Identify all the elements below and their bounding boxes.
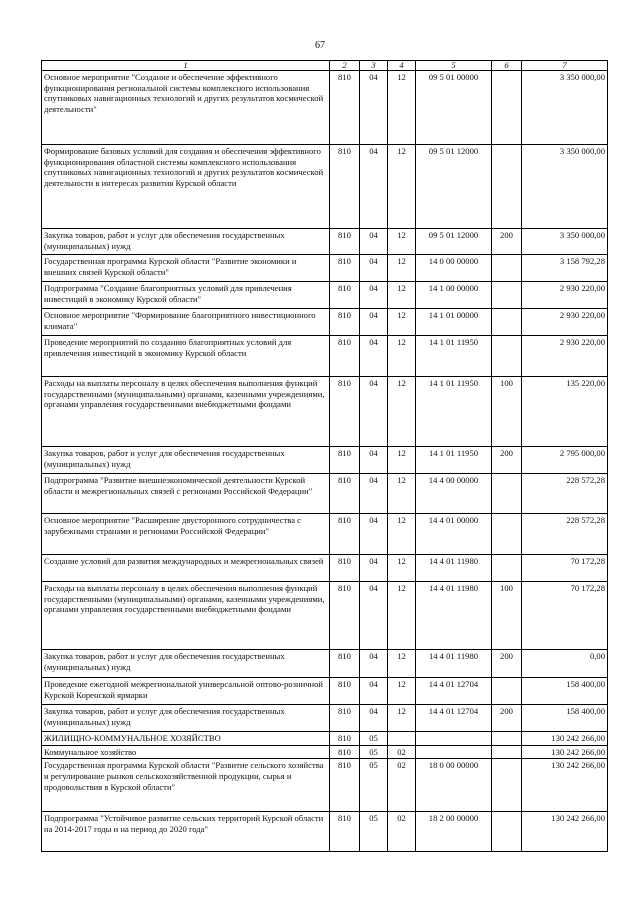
section-code: 04 [360,145,388,229]
expense-name: Закупка товаров, работ и услуг для обеспечения государственных (муниципальных) нужд [42,705,330,732]
table-row [42,282,608,309]
expense-name: Закупка товаров, работ и услуг для обеспечения государственных (муниципальных) нужд [42,229,330,255]
column-number: 4 [388,61,416,71]
ministry-code: 810 [330,678,360,705]
ministry-code: 810 [330,514,360,555]
subsection-code: 12 [388,705,416,732]
expense-type-code: 200 [492,447,522,474]
expense-type-code [492,282,522,309]
ministry-code: 810 [330,309,360,336]
expense-name: Создание условий для развития международных и межрегиональных связей [42,555,330,582]
table-row [42,650,608,678]
section-code: 05 [360,732,388,746]
target-article-code: 14 4 01 11980 [416,582,492,650]
target-article-code: 14 1 01 00000 [416,309,492,336]
section-code: 04 [360,336,388,377]
expense-name: ЖИЛИЩНО-КОММУНАЛЬНОЕ ХОЗЯЙСТВО [42,732,330,746]
expense-name: Подпрограмма "Создание благоприятных условий для привлечения инвестиций в экономику Курской области" [42,282,330,309]
expense-name: Государственная программа Курской области "Развитие экономики и внешних связей Курской области" [42,255,330,282]
table-row [42,705,608,732]
page-number: 67 [315,40,325,51]
amount: 2 930 220,00 [522,336,608,377]
expense-type-code [492,678,522,705]
subsection-code: 12 [388,71,416,145]
target-article-code: 09 5 01 12000 [416,229,492,255]
target-article-code: 14 4 01 11980 [416,650,492,678]
amount: 135 220,00 [522,377,608,447]
ministry-code: 810 [330,336,360,377]
expense-type-code [492,812,522,852]
ministry-code: 810 [330,650,360,678]
table-row [42,229,608,255]
target-article-code: 18 0 00 00000 [416,759,492,812]
expense-name: Проведение ежегодной межрегиональной универсальной оптово-розничной Курской Коренской ярмарки [42,678,330,705]
ministry-code: 810 [330,812,360,852]
target-article-code: 14 1 00 00000 [416,282,492,309]
target-article-code: 14 1 01 11950 [416,377,492,447]
expense-type-code [492,336,522,377]
subsection-code: 12 [388,336,416,377]
subsection-code: 12 [388,377,416,447]
subsection-code: 02 [388,812,416,852]
expense-type-code [492,732,522,746]
column-numbers-row [42,61,608,71]
expense-name: Государственная программа Курской области "Развитие сельского хозяйства и регулирование рынков сельскохозяйственной продукции, сырья и продовольствия в Курской области" [42,759,330,812]
table-row [42,514,608,555]
amount: 130 242 266,00 [522,759,608,812]
table-row [42,377,608,447]
target-article-code: 09 5 01 12000 [416,145,492,229]
section-code: 04 [360,474,388,514]
subsection-code: 02 [388,759,416,812]
section-code: 04 [360,377,388,447]
target-article-code: 14 0 00 00000 [416,255,492,282]
amount: 2 930 220,00 [522,282,608,309]
amount: 3 350 000,00 [522,145,608,229]
ministry-code: 810 [330,145,360,229]
target-article-code: 14 1 01 11950 [416,447,492,474]
subsection-code: 12 [388,650,416,678]
expense-name: Закупка товаров, работ и услуг для обеспечения государственных (муниципальных) нужд [42,650,330,678]
section-code: 05 [360,812,388,852]
section-code: 04 [360,447,388,474]
expense-name: Расходы на выплаты персоналу в целях обеспечения выполнения функций государственными (муниципальными) органами, казенными учреждениями, органами управления государственными внебюджетными фондами [42,377,330,447]
ministry-code: 810 [330,71,360,145]
expense-type-code [492,255,522,282]
section-code: 04 [360,514,388,555]
budget-table [41,60,608,852]
subsection-code: 12 [388,282,416,309]
target-article-code: 09 5 01 00000 [416,71,492,145]
ministry-code: 810 [330,255,360,282]
expense-name: Закупка товаров, работ и услуг для обеспечения государственных (муниципальных) нужд [42,447,330,474]
table-row [42,745,608,759]
section-code: 04 [360,678,388,705]
target-article-code: 14 4 00 00000 [416,474,492,514]
ministry-code: 810 [330,282,360,309]
section-code: 04 [360,71,388,145]
section-code: 04 [360,282,388,309]
expense-type-code: 200 [492,229,522,255]
subsection-code: 12 [388,474,416,514]
section-code: 05 [360,759,388,812]
table-row [42,582,608,650]
amount: 3 158 792,28 [522,255,608,282]
target-article-code [416,745,492,759]
expense-name: Основное мероприятие "Расширение двусторонного сотрудничества с зарубежными странами и регионами Российской Федерации" [42,514,330,555]
expense-name: Формирование базовых условий для создания и обеспечения эффективного функционирования областной системы комплексного использования спутниковых навигационных технологий и других результатов космической деятельности в интересах развития Курской области [42,145,330,229]
ministry-code: 810 [330,229,360,255]
amount: 130 242 266,00 [522,812,608,852]
expense-type-code [492,759,522,812]
amount: 130 242 266,00 [522,732,608,746]
ministry-code: 810 [330,745,360,759]
table-row [42,732,608,746]
expense-type-code: 100 [492,377,522,447]
expense-type-code [492,309,522,336]
ministry-code: 810 [330,447,360,474]
column-number: 2 [330,61,360,71]
subsection-code: 12 [388,447,416,474]
table-row [42,336,608,377]
ministry-code: 810 [330,377,360,447]
section-code: 04 [360,705,388,732]
ministry-code: 810 [330,705,360,732]
amount: 3 350 000,00 [522,71,608,145]
column-number: 5 [416,61,492,71]
column-number: 1 [42,61,330,71]
table-row [42,145,608,229]
expense-type-code: 200 [492,705,522,732]
expense-type-code [492,555,522,582]
section-code: 04 [360,582,388,650]
table-row [42,309,608,336]
expense-name: Подпрограмма "Устойчивое развитие сельских территорий Курской области на 2014-2017 годы и на период до 2020 года" [42,812,330,852]
ministry-code: 810 [330,732,360,746]
target-article-code: 14 4 01 12704 [416,678,492,705]
subsection-code: 12 [388,255,416,282]
amount: 0,00 [522,650,608,678]
subsection-code: 12 [388,514,416,555]
table-row [42,812,608,852]
expense-name: Коммунальное хозяйство [42,745,330,759]
column-number: 7 [522,61,608,71]
target-article-code: 14 4 01 12704 [416,705,492,732]
subsection-code: 12 [388,145,416,229]
subsection-code: 02 [388,745,416,759]
section-code: 04 [360,255,388,282]
subsection-code: 12 [388,582,416,650]
table-row [42,759,608,812]
expense-type-code [492,145,522,229]
amount: 228 572,28 [522,514,608,555]
expense-type-code [492,71,522,145]
section-code: 04 [360,229,388,255]
expense-type-code: 200 [492,650,522,678]
expense-type-code [492,474,522,514]
target-article-code: 14 4 01 11980 [416,555,492,582]
expense-name: Основное мероприятие "Формирование благоприятного инвестиционного климата" [42,309,330,336]
expense-type-code [492,514,522,555]
ministry-code: 810 [330,474,360,514]
amount: 130 242 266,00 [522,745,608,759]
target-article-code: 14 1 01 11950 [416,336,492,377]
amount: 158 400,00 [522,678,608,705]
amount: 158 400,00 [522,705,608,732]
section-code: 04 [360,309,388,336]
expense-name: Расходы на выплаты персоналу в целях обеспечения выполнения функций государственными (муниципальными) органами, казенными учреждениями, органами управления государственными внебюджетными фондами [42,582,330,650]
expense-name: Проведение мероприятий по созданию благоприятных условий для привлечения инвестиций в экономику Курской области [42,336,330,377]
table-row [42,255,608,282]
column-number: 3 [360,61,388,71]
table-row [42,71,608,145]
subsection-code [388,732,416,746]
table-row [42,447,608,474]
amount: 2 930 220,00 [522,309,608,336]
expense-type-code [492,745,522,759]
target-article-code: 18 2 00 00000 [416,812,492,852]
amount: 228 572,28 [522,474,608,514]
subsection-code: 12 [388,309,416,336]
amount: 2 795 000,00 [522,447,608,474]
section-code: 04 [360,650,388,678]
amount: 70 172,28 [522,582,608,650]
ministry-code: 810 [330,759,360,812]
table-row [42,555,608,582]
subsection-code: 12 [388,555,416,582]
subsection-code: 12 [388,678,416,705]
column-number: 6 [492,61,522,71]
expense-name: Подпрограмма "Развитие внешнеэкономической деятельности Курской области и межрегиональных связей с регионами Российской Федерации" [42,474,330,514]
expense-type-code: 100 [492,582,522,650]
amount: 70 172,28 [522,555,608,582]
table-row [42,474,608,514]
ministry-code: 810 [330,582,360,650]
amount: 3 350 000,00 [522,229,608,255]
expense-name: Основное мероприятие "Создание и обеспечение эффективного функционирования региональной системы комплексного использования спутниковых навигационных технологий и других результатов космической деятельности" [42,71,330,145]
subsection-code: 12 [388,229,416,255]
section-code: 04 [360,555,388,582]
section-code: 05 [360,745,388,759]
target-article-code [416,732,492,746]
ministry-code: 810 [330,555,360,582]
table-row [42,678,608,705]
target-article-code: 14 4 01 00000 [416,514,492,555]
